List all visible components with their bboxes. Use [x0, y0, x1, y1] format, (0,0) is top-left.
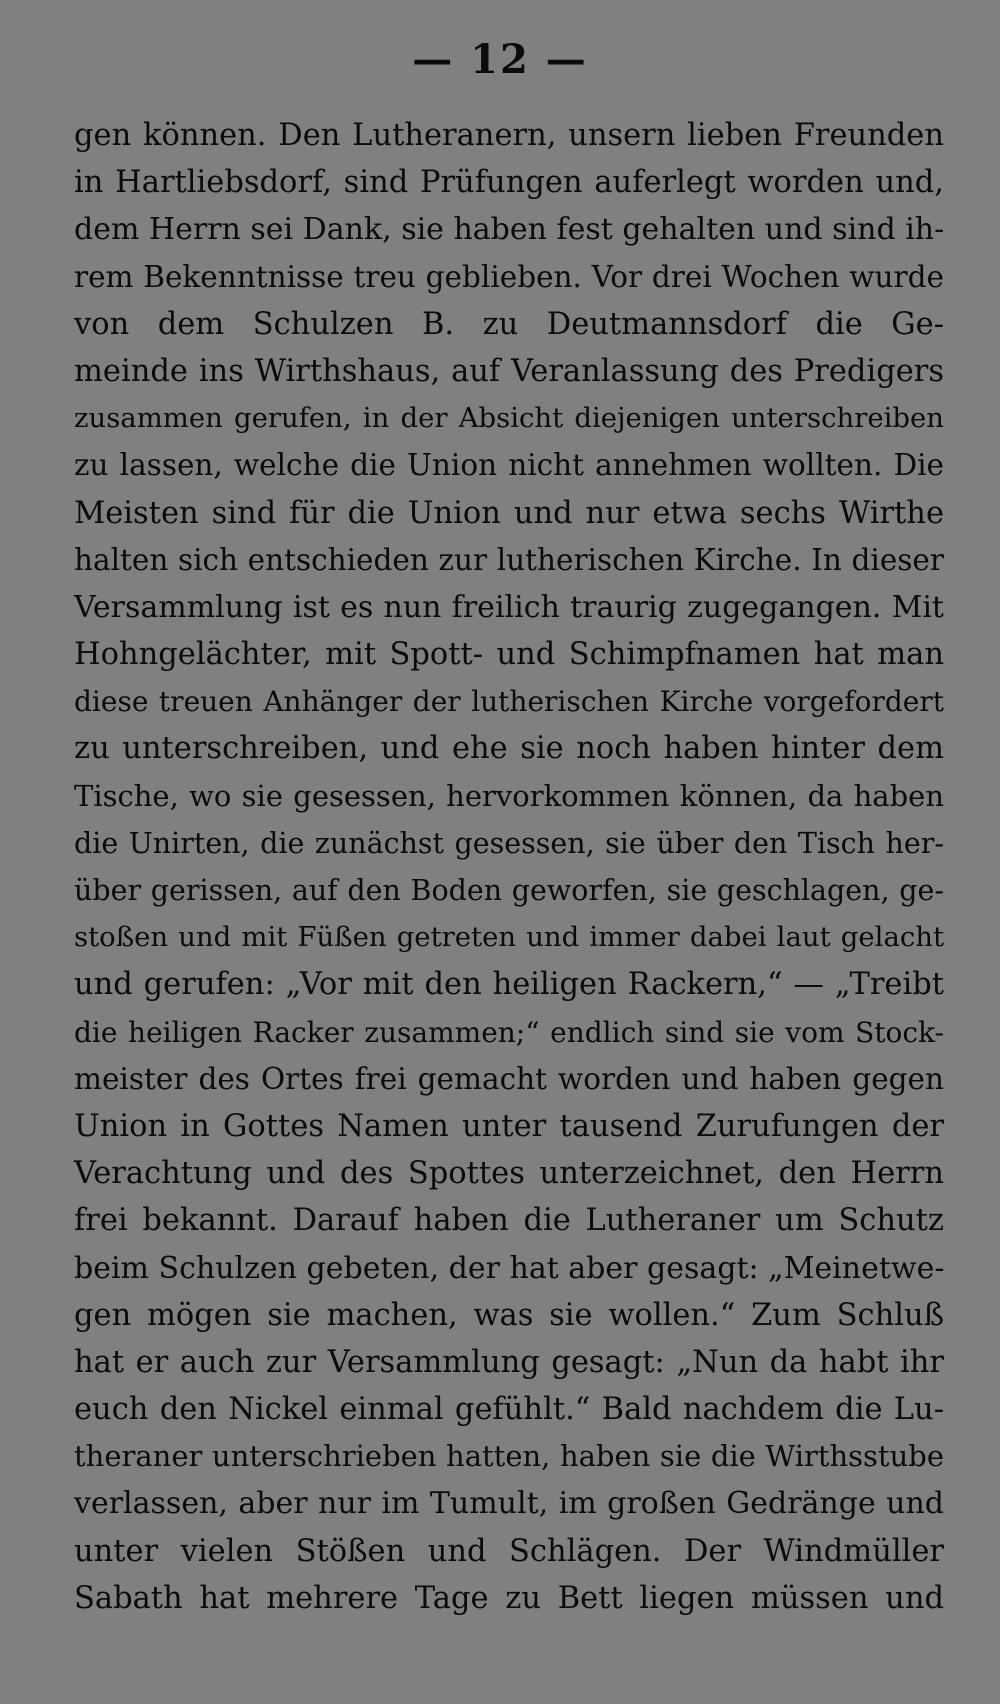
text-line: unter vielen Stößen und Schlägen. Der Windmüller [74, 1533, 944, 1569]
text-line: meister des Ortes frei gemacht worden und haben gegen [74, 1061, 944, 1096]
text-line: Hohngelächter, mit Spott- und Schimpfnamen hat man [74, 637, 944, 673]
body-text [74, 112, 944, 1622]
text-line: halten sich entschieden zur lutherischen Kirche. In dieser [74, 542, 944, 577]
text-line: Sabath hat mehrere Tage zu Bett liegen müssen und [74, 1580, 944, 1616]
text-line: und gerufen: „Vor mit den heiligen Rackern,“ — „Treibt [74, 967, 944, 1003]
text-line: zu lassen, welche die Union nicht annehmen wollten. Die [74, 448, 944, 483]
text-line: von dem Schulzen B. zu Deutmannsdorf die Ge- [74, 306, 944, 342]
text-line: beim Schulzen gebeten, der hat aber gesagt: „Meinetwe- [74, 1250, 945, 1286]
text-line: gen können. Den Lutheranern, unsern lieben Freunden [74, 118, 944, 153]
page-number: — 12 — [412, 36, 588, 83]
text-line: gen mögen sie machen, was sie wollen.“ Zum Schluß [74, 1297, 944, 1333]
text-line: Meisten sind für die Union und nur etwa sechs Wirthe [74, 495, 944, 531]
text-line: meinde ins Wirthshaus, auf Veranlassung des Predigers [74, 353, 944, 389]
text-line: frei bekannt. Darauf haben die Lutheraner um Schutz [74, 1203, 944, 1239]
text-line: euch den Nickel einmal gefühlt.“ Bald nachdem die Lu- [74, 1392, 944, 1428]
text-line: die heiligen Racker zusammen;“ endlich sind sie vom Stock- [74, 1015, 944, 1049]
text-line: Verachtung und des Spottes unterzeichnet, den Herrn [74, 1156, 944, 1192]
text-line: die Unirten, die zunächst gesessen, sie über den Tisch her- [74, 826, 944, 860]
text-line: hat er auch zur Versammlung gesagt: „Nun da habt ihr [74, 1344, 944, 1380]
text-line: zusammen gerufen, in der Absicht diejenigen unterschreiben [74, 402, 944, 435]
text-line: in Hartliebsdorf, sind Prüfungen auferlegt worden und, [74, 165, 944, 201]
text-line: verlassen, aber nur im Tumult, im großen Gedränge und [74, 1486, 944, 1522]
text-line: rem Bekenntnisse treu geblieben. Vor drei Wochen wurde [74, 259, 944, 294]
text-line: Union in Gottes Namen unter tausend Zurufungen der [74, 1108, 944, 1144]
text-line: Versammlung ist es nun freilich traurig zugegangen. Mit [74, 589, 944, 625]
text-line: stoßen und mit Füßen getreten und immer dabei laut gelacht [74, 921, 944, 954]
text-line: dem Herrn sei Dank, sie haben fest gehalten und sind ih- [74, 212, 945, 248]
text-line: theraner unterschrieben hatten, haben sie die Wirthsstube [74, 1439, 944, 1474]
text-line: Tische, wo sie gesessen, hervorkommen können, da haben [74, 778, 944, 813]
text-line: über gerissen, auf den Boden geworfen, sie geschlagen, ge- [74, 874, 944, 907]
text-line: diese treuen Anhänger der lutherischen Kirche vorgefordert [74, 685, 944, 719]
text-line: zu unterschreiben, und ehe sie noch haben hinter dem [74, 731, 944, 767]
